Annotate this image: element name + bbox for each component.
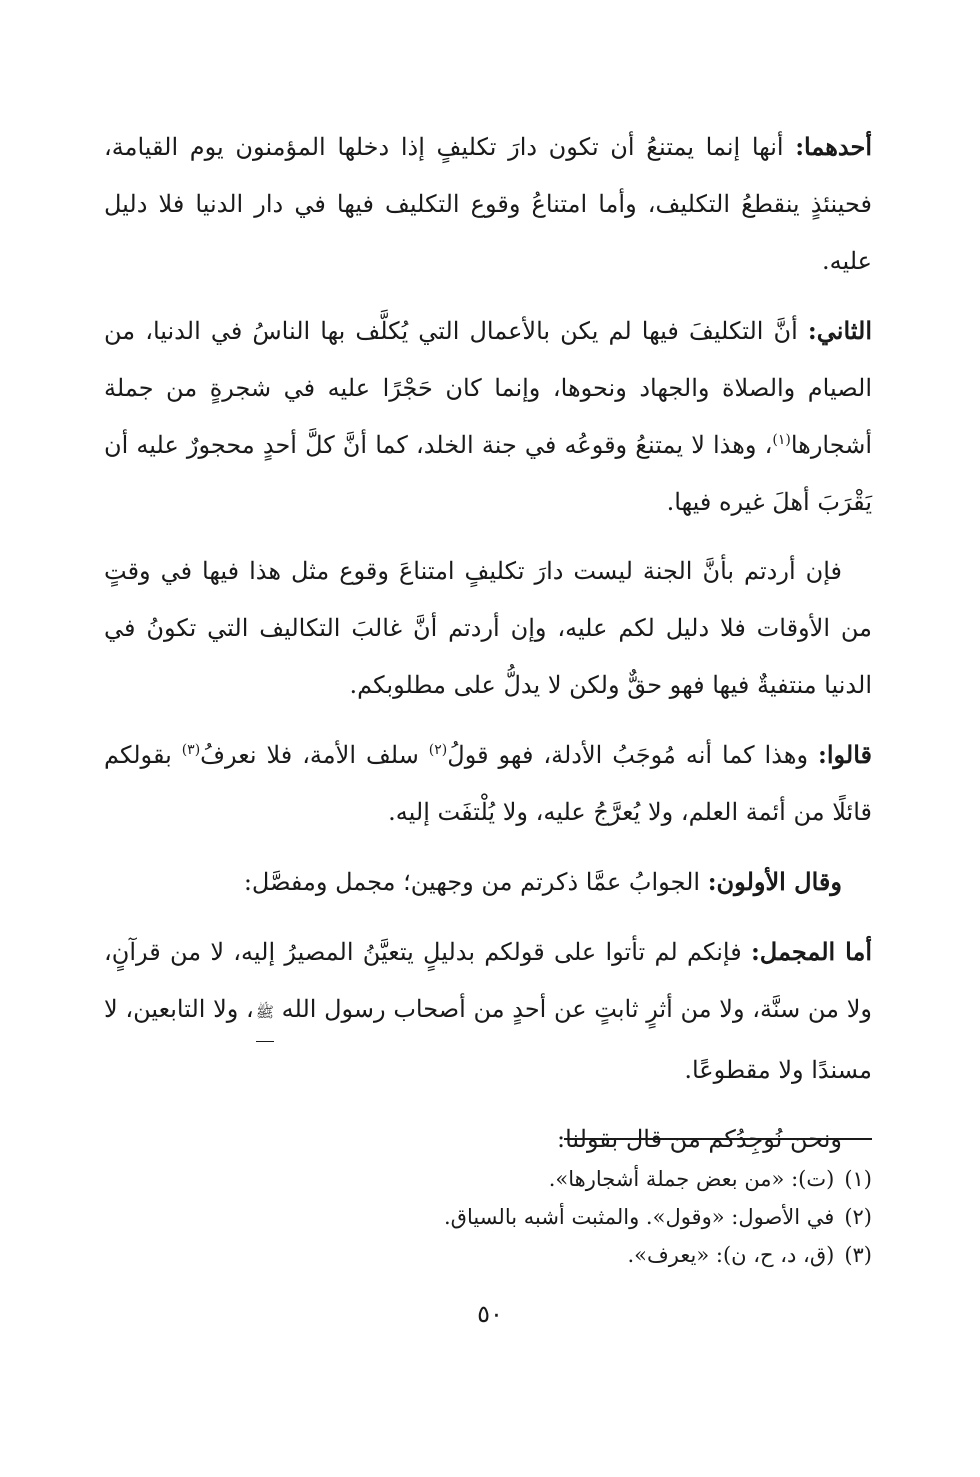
page-number: ٥٠ xyxy=(477,1300,503,1328)
footnote-text: (ق، د، ح، ن): «يعرف». xyxy=(627,1243,835,1267)
paragraph-summary-answer xyxy=(104,923,872,1099)
paragraph-lead: أحدهما: xyxy=(795,132,872,161)
paragraph-text: أنها إنما يمتنعُ أن تكون دارَ تكليفٍ إذا دخلها المؤمنون يوم القيامة، فحينئذٍ ينقطعُ التكليف، وأما امتناعُ وقوع التكليف فيها في دار الدنيا فلا دليل عليه. xyxy=(104,133,872,275)
paragraph-they-said xyxy=(104,726,872,841)
footnote-divider xyxy=(564,1138,872,1140)
paragraph-text: ونحن نُوجِدُكم من قال بقولنا: xyxy=(557,1125,842,1153)
footnote-1 xyxy=(104,1160,872,1198)
paragraph-rebuttal xyxy=(104,543,872,714)
footnote-text: (ت): «من بعض جملة أشجارها». xyxy=(548,1167,835,1191)
paragraph-first-group-said xyxy=(104,853,872,911)
paragraph-lead: أما المجمل: xyxy=(750,937,873,966)
paragraph-first-answer xyxy=(104,118,872,290)
paragraph-lead: وقال الأولون: xyxy=(707,867,842,896)
paragraph-text: فإنكم لم تأتوا على قولكم بدليلٍ يتعيَّنُ المصيرُ إليه، لا من قرآنٍ، ولا من سنَّة، ولا من أثرٍ ثابتٍ عن أحدٍ من أصحاب رسول الله xyxy=(104,938,872,1023)
honorific-glyph: ﷺ xyxy=(256,984,274,1042)
footnote-number: (١) xyxy=(844,1167,872,1191)
footnote-number: (٢) xyxy=(844,1205,872,1229)
paragraph-text: بقولكم قائلًا من أئمة العلم، ولا يُعرَّجُ عليه، ولا يُلْتفَت إليه. xyxy=(104,741,872,826)
paragraph-text: سلف الأمة، فلا نعرفُ xyxy=(200,741,429,769)
paragraph-text: ، ولا التابعين، لا مسندًا ولا مقطوعًا. xyxy=(104,995,872,1084)
main-text xyxy=(104,118,872,1180)
paragraph-lead: قالوا: xyxy=(817,740,872,769)
paragraph-second-answer xyxy=(104,302,872,531)
paragraph-lead: الثاني: xyxy=(807,316,872,345)
footnote-number: (٣) xyxy=(844,1243,872,1267)
paragraph-text: ، وهذا لا يمتنعُ وقوعُه في جنة الخلد، كما أنَّ كلَّ أحدٍ محجورٌ عليه أن يَقْرَبَ أهلَ غيره فيها. xyxy=(104,431,872,516)
paragraph-text: أنَّ التكليفَ فيها لم يكن بالأعمال التي يُكلَّف بها الناسُ في الدنيا، من الصيام والصلاة والجهاد ونحوها، وإنما كان حَجْرًا عليه في شجرةٍ من جملة أشجارها xyxy=(104,317,872,459)
paragraph-text: فإن أردتم بأنَّ الجنة ليست دارَ تكليفٍ امتناعَ وقوع مثل هذا فيها في وقتٍ من الأوقات فلا دليل لكم عليه، وإن أردتم أنَّ غالبَ التكاليف التي تكونُ في الدنيا منتفيةٌ فيها فهو حقٌّ ولكن لا يدلُّ على مطلوبكم. xyxy=(104,557,872,699)
footnote-3 xyxy=(104,1236,872,1274)
footnote-2 xyxy=(104,1198,872,1236)
footnotes-section xyxy=(104,1138,872,1274)
footnote-ref-2: (٢) xyxy=(428,742,448,758)
footnote-text: في الأصول: «وقول». والمثبت أشبه بالسياق. xyxy=(443,1205,835,1229)
footnote-ref-1: (١) xyxy=(772,432,791,448)
footnote-ref-3: (٣) xyxy=(181,742,201,758)
paragraph-text: وهذا كما أنه مُوجَبُ الأدلة، فهو قولُ xyxy=(447,741,818,769)
paragraph-text: الجوابُ عمَّا ذكرتم من وجهين؛ مجمل ومفصَّل: xyxy=(243,868,708,896)
